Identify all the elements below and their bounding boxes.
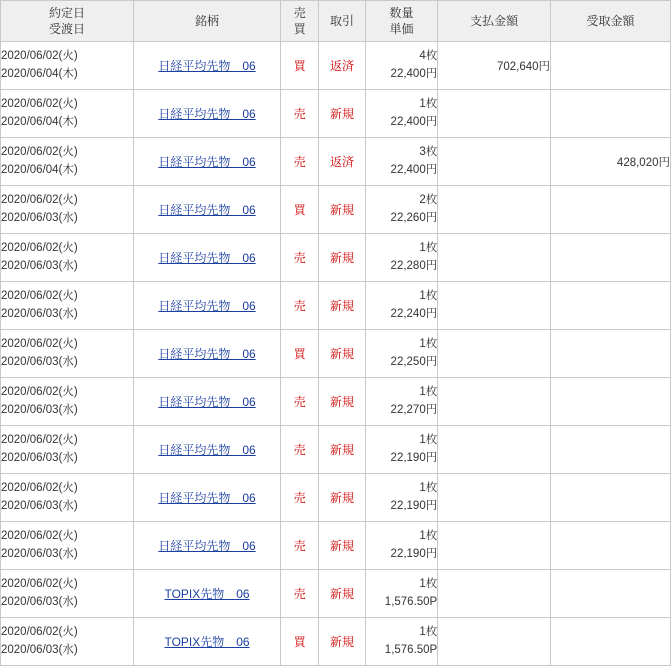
settlement-date: 2020/06/03(水) xyxy=(1,211,78,224)
header-transaction-type: 取引 xyxy=(319,1,365,42)
quantity-value: 1枚 xyxy=(419,625,438,638)
cell-quantity-price xyxy=(365,426,438,474)
unit-price-value: 22,280円 xyxy=(390,259,438,272)
unit-price-value: 22,240円 xyxy=(390,307,438,320)
transaction-type-label: 新規 xyxy=(330,635,355,649)
trade-date: 2020/06/02(火) xyxy=(1,193,78,206)
issue-name-link[interactable]: 日経平均先物 06 xyxy=(158,347,256,361)
buy-sell-label: 売 xyxy=(293,299,306,313)
cell-payment-amount xyxy=(438,282,551,330)
header-buy-sell-line1: 売 xyxy=(293,5,306,20)
trade-date: 2020/06/02(火) xyxy=(1,145,78,158)
cell-quantity-price xyxy=(365,186,438,234)
cell-payment-amount xyxy=(438,138,551,186)
cell-dates xyxy=(1,618,134,666)
cell-receipt-amount xyxy=(551,90,671,138)
trade-date: 2020/06/02(火) xyxy=(1,529,78,542)
cell-receipt-amount xyxy=(551,570,671,618)
cell-receipt-amount xyxy=(551,234,671,282)
cell-buy-sell xyxy=(281,522,319,570)
transaction-type-label: 新規 xyxy=(330,395,355,409)
cell-buy-sell xyxy=(281,234,319,282)
settlement-date: 2020/06/03(水) xyxy=(1,403,78,416)
buy-sell-label: 買 xyxy=(293,635,306,649)
settlement-date: 2020/06/03(水) xyxy=(1,643,78,656)
buy-sell-label: 買 xyxy=(293,203,306,217)
transaction-type-label: 新規 xyxy=(330,491,355,505)
quantity-value: 1枚 xyxy=(419,289,438,302)
trade-date: 2020/06/02(火) xyxy=(1,337,78,350)
settlement-date: 2020/06/03(水) xyxy=(1,499,78,512)
cell-issue-name xyxy=(133,186,280,234)
header-trade-date xyxy=(1,1,134,42)
quantity-value: 1枚 xyxy=(419,433,438,446)
cell-quantity-price xyxy=(365,522,438,570)
transaction-type-label: 新規 xyxy=(330,251,355,265)
cell-transaction-type xyxy=(319,426,365,474)
cell-receipt-amount: 428,020円 xyxy=(551,138,671,186)
settlement-date: 2020/06/04(木) xyxy=(1,67,78,80)
cell-buy-sell xyxy=(281,618,319,666)
table-row xyxy=(1,618,671,666)
buy-sell-label: 売 xyxy=(293,443,306,457)
cell-dates xyxy=(1,282,134,330)
settlement-date: 2020/06/03(水) xyxy=(1,259,78,272)
transaction-type-label: 新規 xyxy=(330,107,355,121)
cell-issue-name xyxy=(133,90,280,138)
buy-sell-label: 買 xyxy=(293,59,306,73)
cell-quantity-price xyxy=(365,330,438,378)
cell-buy-sell xyxy=(281,474,319,522)
cell-issue-name xyxy=(133,282,280,330)
cell-buy-sell xyxy=(281,186,319,234)
cell-dates xyxy=(1,426,134,474)
cell-payment-amount xyxy=(438,90,551,138)
issue-name-link[interactable]: 日経平均先物 06 xyxy=(158,299,256,313)
cell-issue-name xyxy=(133,234,280,282)
cell-payment-amount xyxy=(438,618,551,666)
buy-sell-label: 売 xyxy=(293,587,306,601)
transaction-type-label: 新規 xyxy=(330,203,355,217)
cell-quantity-price xyxy=(365,90,438,138)
cell-payment-amount xyxy=(438,378,551,426)
cell-dates xyxy=(1,186,134,234)
cell-quantity-price xyxy=(365,378,438,426)
header-issue-name: 銘柄 xyxy=(133,1,280,42)
buy-sell-label: 売 xyxy=(293,491,306,505)
trade-date: 2020/06/02(火) xyxy=(1,577,78,590)
unit-price-value: 22,400円 xyxy=(390,163,438,176)
transaction-type-label: 新規 xyxy=(330,539,355,553)
cell-buy-sell xyxy=(281,42,319,90)
cell-issue-name xyxy=(133,426,280,474)
cell-receipt-amount xyxy=(551,522,671,570)
cell-buy-sell xyxy=(281,282,319,330)
transaction-type-label: 返済 xyxy=(330,155,355,169)
cell-quantity-price xyxy=(365,474,438,522)
quantity-value: 2枚 xyxy=(419,193,438,206)
settlement-date: 2020/06/04(木) xyxy=(1,163,78,176)
unit-price-value: 22,260円 xyxy=(390,211,438,224)
table-row xyxy=(1,234,671,282)
transaction-type-label: 新規 xyxy=(330,443,355,457)
cell-receipt-amount xyxy=(551,42,671,90)
issue-name-link[interactable]: 日経平均先物 06 xyxy=(158,539,256,553)
settlement-date: 2020/06/03(水) xyxy=(1,595,78,608)
table-header xyxy=(1,1,671,42)
transaction-type-label: 新規 xyxy=(330,347,355,361)
trade-date: 2020/06/02(火) xyxy=(1,481,78,494)
cell-receipt-amount xyxy=(551,282,671,330)
cell-issue-name xyxy=(133,474,280,522)
quantity-value: 1枚 xyxy=(419,481,438,494)
issue-name-link[interactable]: 日経平均先物 06 xyxy=(158,251,256,265)
quantity-value: 1枚 xyxy=(419,529,438,542)
cell-dates xyxy=(1,330,134,378)
cell-buy-sell xyxy=(281,330,319,378)
table-row xyxy=(1,330,671,378)
buy-sell-label: 売 xyxy=(293,107,306,121)
cell-transaction-type xyxy=(319,186,365,234)
header-unit-price: 単価 xyxy=(389,22,414,36)
cell-buy-sell xyxy=(281,570,319,618)
buy-sell-label: 売 xyxy=(293,395,306,409)
table-body xyxy=(1,42,671,666)
cell-payment-amount xyxy=(438,570,551,618)
cell-issue-name xyxy=(133,522,280,570)
settlement-date: 2020/06/03(水) xyxy=(1,547,78,560)
cell-dates xyxy=(1,570,134,618)
issue-name-link[interactable]: TOPIX先物 06 xyxy=(164,635,250,649)
table-row xyxy=(1,282,671,330)
cell-dates xyxy=(1,474,134,522)
cell-payment-amount xyxy=(438,474,551,522)
table-row xyxy=(1,426,671,474)
table-row xyxy=(1,138,671,186)
settlement-date: 2020/06/03(水) xyxy=(1,451,78,464)
cell-dates xyxy=(1,522,134,570)
transaction-type-label: 新規 xyxy=(330,299,355,313)
cell-payment-amount xyxy=(438,522,551,570)
cell-issue-name xyxy=(133,570,280,618)
cell-dates xyxy=(1,90,134,138)
cell-transaction-type xyxy=(319,138,365,186)
settlement-date: 2020/06/03(水) xyxy=(1,355,78,368)
cell-transaction-type xyxy=(319,234,365,282)
quantity-value: 1枚 xyxy=(419,385,438,398)
quantity-value: 1枚 xyxy=(419,577,438,590)
header-trade-date-line1: 約定日 xyxy=(48,5,85,20)
issue-name-link[interactable]: 日経平均先物 06 xyxy=(158,155,256,169)
cell-payment-amount xyxy=(438,426,551,474)
cell-quantity-price xyxy=(365,234,438,282)
table-row xyxy=(1,42,671,90)
cell-payment-amount: 702,640円 xyxy=(438,42,551,90)
cell-dates xyxy=(1,42,134,90)
cell-receipt-amount xyxy=(551,618,671,666)
cell-buy-sell xyxy=(281,90,319,138)
cell-quantity-price xyxy=(365,282,438,330)
table-row xyxy=(1,186,671,234)
cell-quantity-price xyxy=(365,138,438,186)
unit-price-value: 22,190円 xyxy=(390,451,438,464)
table-row xyxy=(1,570,671,618)
cell-buy-sell xyxy=(281,378,319,426)
issue-name-link[interactable]: 日経平均先物 06 xyxy=(158,395,256,409)
cell-payment-amount xyxy=(438,330,551,378)
cell-issue-name xyxy=(133,138,280,186)
issue-name-link[interactable]: 日経平均先物 06 xyxy=(158,491,256,505)
header-buy-sell xyxy=(281,1,319,42)
cell-quantity-price xyxy=(365,42,438,90)
header-receipt-amount: 受取金額 xyxy=(551,1,671,42)
trade-date: 2020/06/02(火) xyxy=(1,97,78,110)
cell-buy-sell xyxy=(281,138,319,186)
transaction-type-label: 新規 xyxy=(330,587,355,601)
cell-receipt-amount xyxy=(551,474,671,522)
cell-transaction-type xyxy=(319,90,365,138)
cell-issue-name xyxy=(133,618,280,666)
trade-date: 2020/06/02(火) xyxy=(1,625,78,638)
trade-date: 2020/06/02(火) xyxy=(1,385,78,398)
cell-transaction-type xyxy=(319,522,365,570)
cell-payment-amount xyxy=(438,186,551,234)
cell-quantity-price xyxy=(365,570,438,618)
cell-receipt-amount xyxy=(551,378,671,426)
cell-payment-amount xyxy=(438,234,551,282)
unit-price-value: 22,400円 xyxy=(390,67,438,80)
buy-sell-label: 売 xyxy=(293,251,306,265)
quantity-value: 1枚 xyxy=(419,97,438,110)
buy-sell-label: 売 xyxy=(293,155,306,169)
quantity-value: 3枚 xyxy=(419,145,438,158)
cell-transaction-type xyxy=(319,330,365,378)
cell-transaction-type xyxy=(319,570,365,618)
header-quantity-price xyxy=(365,1,438,42)
cell-receipt-amount xyxy=(551,426,671,474)
header-quantity: 数量 xyxy=(389,5,414,20)
header-trade-date-line2: 受渡日 xyxy=(48,22,85,36)
issue-name-link[interactable]: 日経平均先物 06 xyxy=(158,107,256,121)
quantity-value: 1枚 xyxy=(419,337,438,350)
trade-date: 2020/06/02(火) xyxy=(1,241,78,254)
cell-transaction-type xyxy=(319,618,365,666)
cell-receipt-amount xyxy=(551,186,671,234)
unit-price-value: 22,190円 xyxy=(390,499,438,512)
unit-price-value: 1,576.50P xyxy=(384,595,438,608)
cell-buy-sell xyxy=(281,426,319,474)
trade-date: 2020/06/02(火) xyxy=(1,289,78,302)
quantity-value: 4枚 xyxy=(419,49,438,62)
unit-price-value: 22,190円 xyxy=(390,547,438,560)
trade-date: 2020/06/02(火) xyxy=(1,49,78,62)
cell-transaction-type xyxy=(319,42,365,90)
cell-issue-name xyxy=(133,42,280,90)
trade-date: 2020/06/02(火) xyxy=(1,433,78,446)
unit-price-value: 1,576.50P xyxy=(384,643,438,656)
settlement-date: 2020/06/03(水) xyxy=(1,307,78,320)
cell-receipt-amount xyxy=(551,330,671,378)
buy-sell-label: 売 xyxy=(293,539,306,553)
issue-name-link[interactable]: 日経平均先物 06 xyxy=(158,203,256,217)
table-header-row xyxy=(1,1,671,42)
buy-sell-label: 買 xyxy=(293,347,306,361)
cell-dates xyxy=(1,234,134,282)
table-row xyxy=(1,90,671,138)
cell-quantity-price xyxy=(365,618,438,666)
header-buy-sell-line2: 買 xyxy=(293,22,306,36)
table-row xyxy=(1,474,671,522)
unit-price-value: 22,250円 xyxy=(390,355,438,368)
issue-name-link[interactable]: 日経平均先物 06 xyxy=(158,443,256,457)
unit-price-value: 22,270円 xyxy=(390,403,438,416)
cell-transaction-type xyxy=(319,378,365,426)
transaction-type-label: 返済 xyxy=(330,59,355,73)
issue-name-link[interactable]: TOPIX先物 06 xyxy=(164,587,250,601)
cell-issue-name xyxy=(133,330,280,378)
table-row xyxy=(1,522,671,570)
table-row xyxy=(1,378,671,426)
issue-name-link[interactable]: 日経平均先物 06 xyxy=(158,59,256,73)
unit-price-value: 22,400円 xyxy=(390,115,438,128)
settlement-date: 2020/06/04(木) xyxy=(1,115,78,128)
quantity-value: 1枚 xyxy=(419,241,438,254)
cell-dates xyxy=(1,138,134,186)
cell-dates xyxy=(1,378,134,426)
cell-issue-name xyxy=(133,378,280,426)
cell-transaction-type xyxy=(319,282,365,330)
header-payment-amount: 支払金額 xyxy=(438,1,551,42)
cell-transaction-type xyxy=(319,474,365,522)
